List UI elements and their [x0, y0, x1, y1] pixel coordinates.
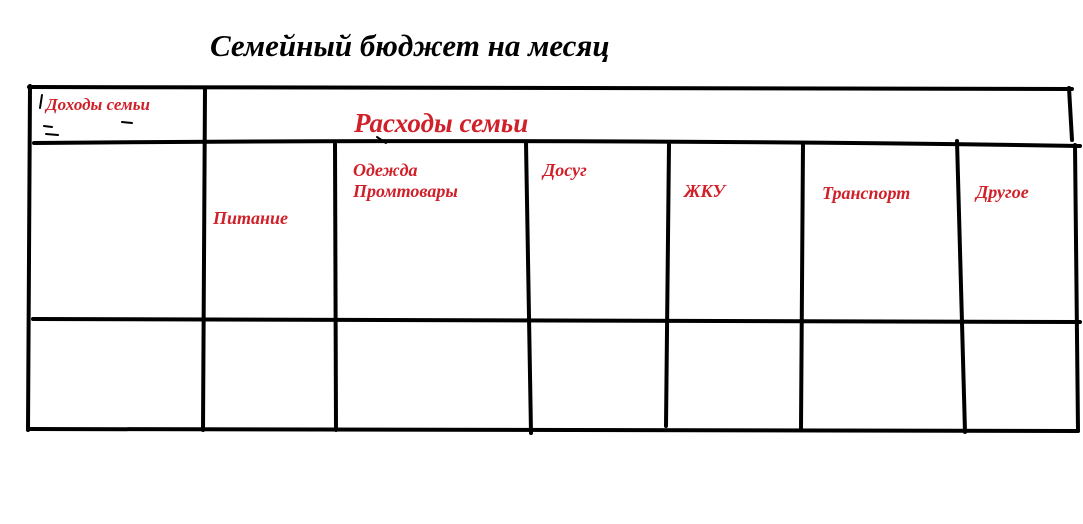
- category-transport: Транспорт: [822, 183, 911, 203]
- category-leisure: Досуг: [543, 160, 587, 180]
- food-value-cell[interactable]: [208, 324, 332, 426]
- row-divider-line: [33, 319, 1080, 322]
- column-divider-4: [801, 143, 803, 428]
- scribble-mark: [40, 95, 42, 108]
- utilities-value-cell[interactable]: [670, 324, 798, 426]
- transport-value-cell[interactable]: [805, 324, 961, 426]
- category-clothes: [353, 160, 458, 201]
- column-divider-3: [666, 144, 669, 426]
- table-top-border: [29, 87, 1072, 89]
- category-food: Питание: [213, 208, 289, 228]
- table-bottom-border: [29, 429, 1078, 431]
- column-divider-1: [335, 144, 336, 430]
- leisure-value-cell[interactable]: [532, 324, 664, 426]
- page-title: Семейный бюджет на месяц: [210, 28, 610, 63]
- column-divider-2: [526, 143, 531, 433]
- expenses-header: Расходы семьи: [354, 108, 529, 138]
- clothes-value-cell[interactable]: [340, 324, 526, 426]
- scribble-mark: [44, 126, 52, 127]
- category-clothes-line1: Одежда: [353, 160, 418, 180]
- income-cell[interactable]: [32, 146, 200, 316]
- scribble-mark: [122, 122, 132, 123]
- table-left-border: [28, 86, 30, 430]
- table-right-border: [1069, 88, 1072, 140]
- category-other: Другое: [976, 182, 1029, 202]
- table-right-border-lower: [1075, 145, 1078, 431]
- income-value-cell[interactable]: [32, 324, 200, 426]
- income-header: Доходы семьи: [46, 95, 150, 114]
- scribble-mark: [46, 134, 58, 135]
- category-utilities: ЖКУ: [684, 181, 726, 201]
- other-value-cell[interactable]: [967, 324, 1073, 426]
- income-column-divider: [203, 88, 205, 430]
- category-clothes-line2: Промтовары: [353, 180, 458, 201]
